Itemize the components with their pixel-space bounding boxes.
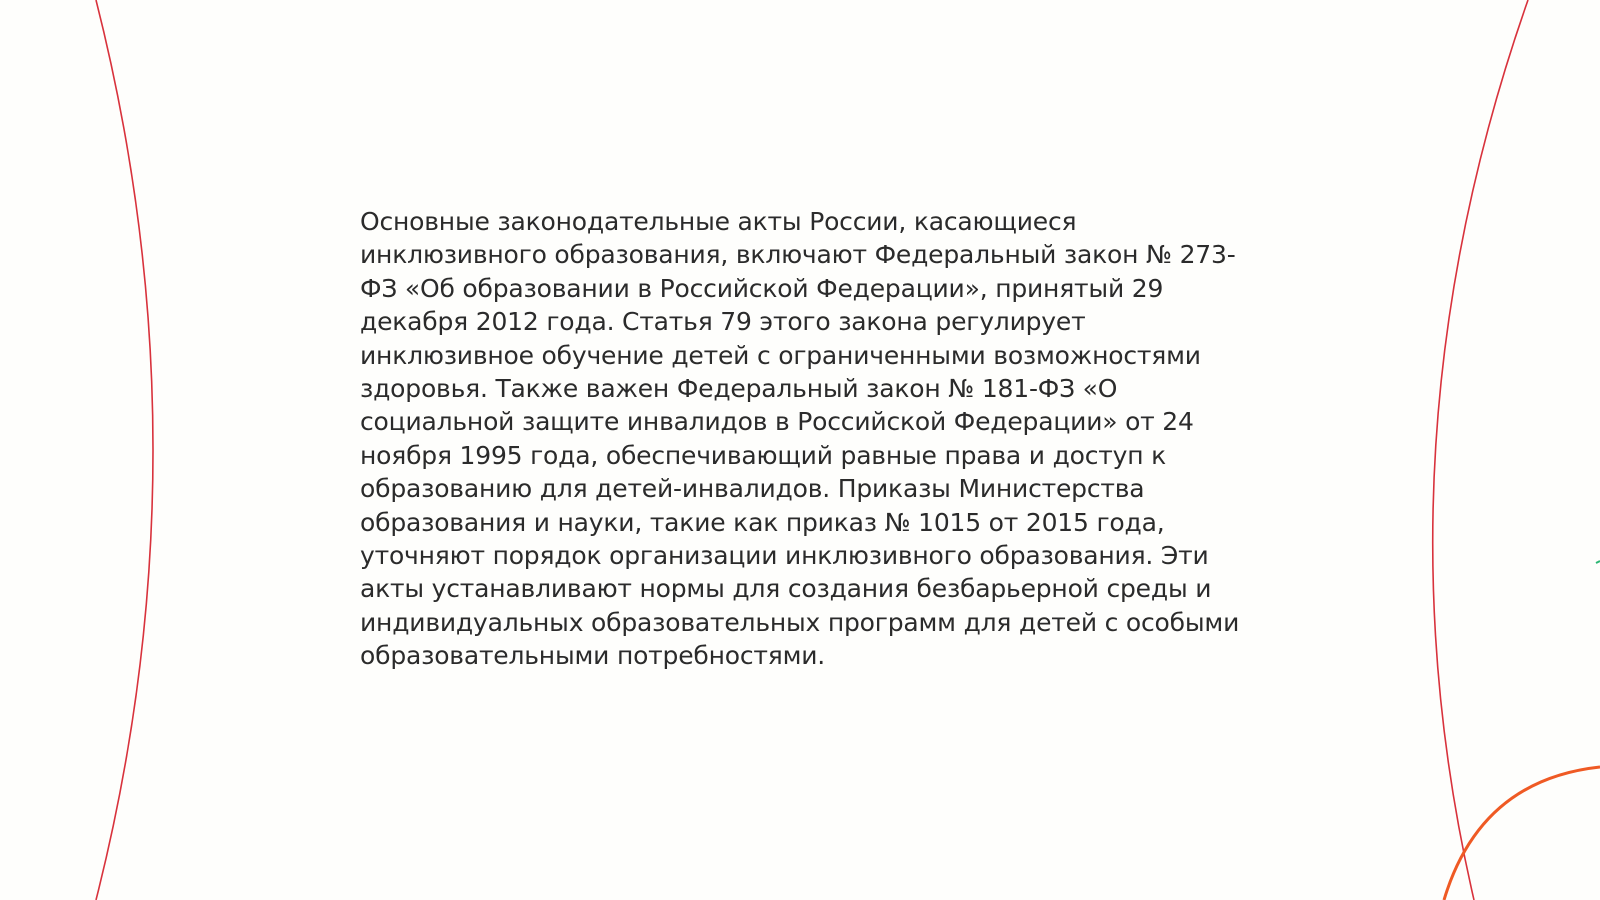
green-accent-mark	[1596, 561, 1600, 563]
orange-arc	[1444, 767, 1600, 900]
left-curve	[96, 0, 153, 900]
body-paragraph: Основные законодательные акты России, касающиеся инклюзивного образования, включают Федеральный закон № 273-ФЗ «Об образовании в Российской Федерации», принятый 29 декабря 2012 года. Статья 79 этого закона регулирует инклюзивное обучение детей с ограниченными возможностями здоровья. Также важен Федеральный закон № 181-ФЗ «О социальной защите инвалидов в Российской Федерации» от 24 ноября 1995 года, обеспечивающий равные права и доступ к образованию для детей-инвалидов. Приказы Министерства образования и науки, такие как приказ № 1015 от 2015 года, уточняют порядок организации инклюзивного образования. Эти акты устанавливают нормы для создания безбарьерной среды и индивидуальных образовательных программ для детей с особыми образовательными потребностями.	[360, 207, 1240, 671]
right-curve	[1433, 0, 1528, 900]
